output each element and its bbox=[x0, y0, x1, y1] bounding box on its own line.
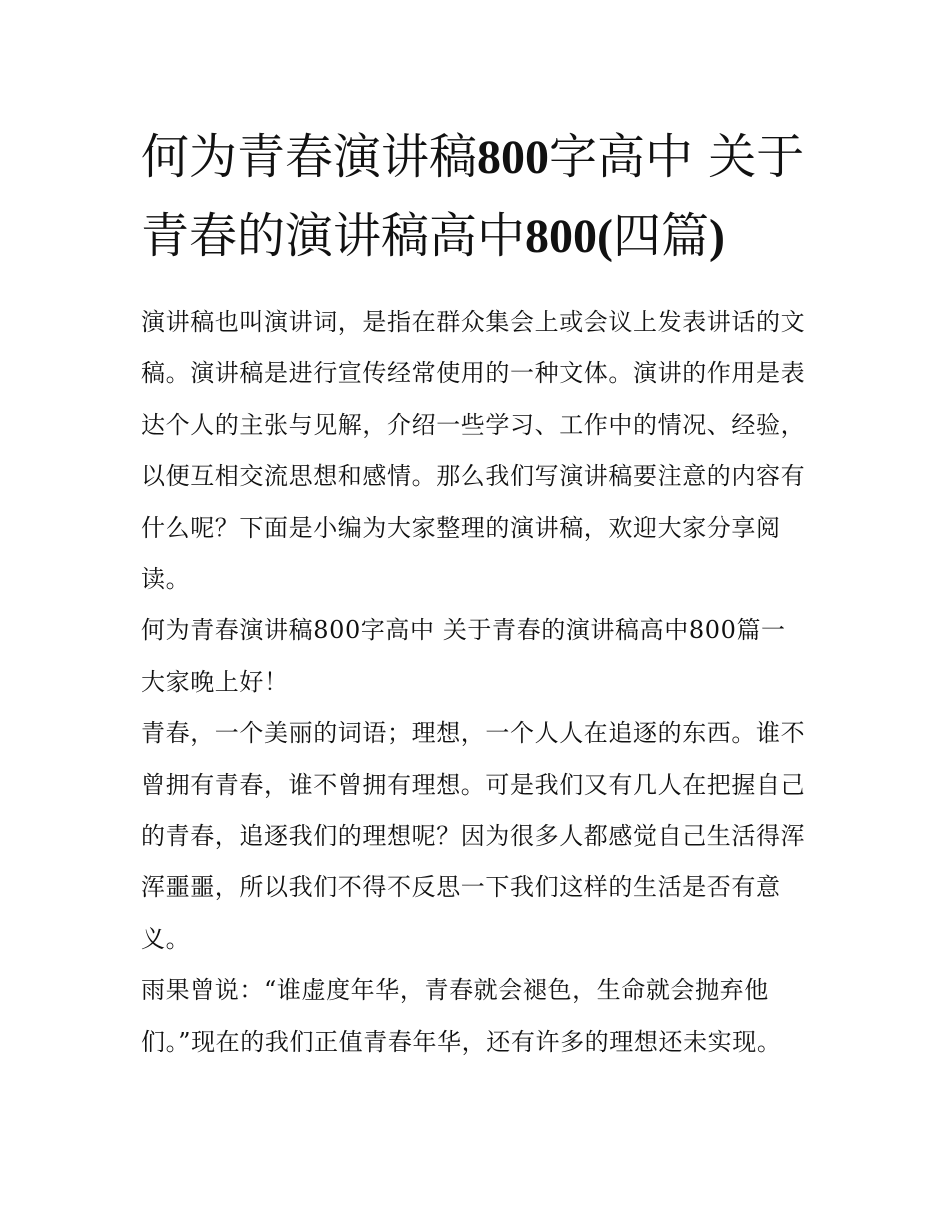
intro-paragraph: 演讲稿也叫演讲词，是指在群众集会上或会议上发表讲话的文稿。演讲稿是进行宣传经常使用的一种文体。演讲的作用是表达个人的主张与见解，介绍一些学习、工作中的情况、经验，以便互相交流思想和感情。那么我们写演讲稿要注意的内容有什么呢？下面是小编为大家整理的演讲稿，欢迎大家分享阅读。 bbox=[141, 308, 806, 594]
document-body bbox=[141, 297, 813, 1068]
greeting-paragraph: 大家晚上好！ bbox=[141, 667, 289, 696]
document-title: 何为青春演讲稿800字高中 关于青春的演讲稿高中800(四篇) bbox=[141, 129, 805, 264]
body-paragraph: 青春，一个美丽的词语；理想，一个人人在追逐的东西。谁不曾拥有青春，谁不曾拥有理想。可是我们又有几人在把握自己的青春，追逐我们的理想呢？因为很多人都感觉自己生活得浑浑噩噩，所以我们不得不反思一下我们这样的生活是否有意义。 bbox=[141, 719, 806, 953]
body-paragraph: 雨果曾说：“谁虚度年华，青春就会褪色，生命就会抛弃他们。”现在的我们正值青春年华，还有许多的理想还未实现。 bbox=[141, 976, 782, 1056]
document-content bbox=[141, 118, 813, 1068]
section-heading: 何为青春演讲稿800字高中 关于青春的演讲稿高中800篇一 bbox=[141, 616, 786, 645]
